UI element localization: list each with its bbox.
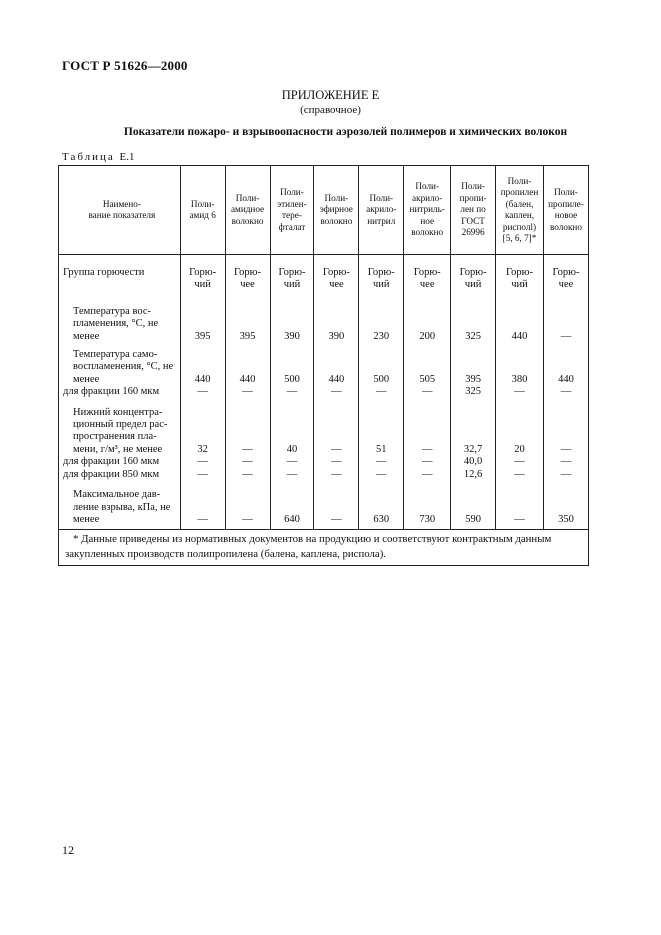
header-line: волокно bbox=[231, 215, 264, 226]
page-number: 12 bbox=[62, 843, 74, 857]
header-line: [5, 6, 7]* bbox=[502, 233, 537, 243]
label-line: ление взрыва, кПа, не bbox=[73, 501, 171, 513]
cell-value: — bbox=[404, 456, 451, 468]
header-line: этилен- bbox=[277, 198, 307, 209]
cell-value: 40,0 bbox=[451, 456, 496, 468]
table-row-lower-limit-850 bbox=[59, 469, 589, 481]
header-line: нитрил bbox=[367, 215, 396, 226]
cell-value bbox=[404, 267, 451, 292]
table-row-max-pressure bbox=[59, 481, 589, 526]
cell-value bbox=[496, 267, 544, 292]
cell-value: 32,7 bbox=[451, 399, 496, 457]
cell-value: 440 bbox=[225, 343, 270, 386]
table-label-number: Е.1 bbox=[119, 151, 135, 163]
col-header-polyamide6 bbox=[180, 166, 225, 255]
cell-line: Горю- bbox=[278, 267, 306, 278]
cell-value: 325 bbox=[451, 292, 496, 343]
data-table bbox=[58, 165, 589, 566]
cell-line: Горю- bbox=[506, 267, 533, 278]
table-row-autoignition bbox=[59, 343, 589, 386]
table-footnote-row bbox=[59, 530, 589, 566]
label-line: Максимальное дав- bbox=[73, 489, 161, 501]
cell-value: 395 bbox=[180, 292, 225, 343]
header-line: каплен, bbox=[504, 210, 535, 220]
header-line: вание показателя bbox=[88, 210, 156, 220]
header-line: пропи- bbox=[459, 192, 487, 203]
cell-value: — bbox=[404, 399, 451, 457]
label-line: Температура само- bbox=[73, 349, 158, 361]
cell-value: 505 bbox=[404, 343, 451, 386]
cell-value: — bbox=[270, 456, 314, 468]
col-header-polyamide-fiber bbox=[225, 166, 270, 255]
footnote-line: * Данные приведены из нормативных документов на продукцию и соответствуют контрактным данным bbox=[73, 533, 552, 546]
cell-line: чий bbox=[283, 279, 301, 291]
header-line: тере- bbox=[282, 210, 302, 220]
cell-line: Горю- bbox=[367, 267, 395, 278]
cell-line: Горю- bbox=[552, 267, 580, 278]
label-line: Нижний концентра- bbox=[73, 406, 163, 418]
cell-value: — bbox=[180, 386, 225, 398]
table-label-word: Таблица bbox=[62, 151, 115, 163]
cell-value: — bbox=[225, 469, 270, 481]
section-heading: Показатели пожаро- и взрывоопасности аэрозолей полимеров и химических волокон bbox=[123, 126, 568, 138]
cell-value bbox=[270, 267, 314, 292]
cell-value: 590 bbox=[451, 481, 496, 526]
header-line: Поли- bbox=[369, 192, 394, 203]
cell-value: 230 bbox=[359, 292, 404, 343]
label-line: менее bbox=[73, 330, 100, 342]
cell-value: — bbox=[225, 456, 270, 468]
document-code: ГОСТ Р 51626—2000 bbox=[62, 58, 188, 73]
cell-value: 395 bbox=[451, 343, 496, 386]
cell-line: чее bbox=[329, 279, 344, 291]
cell-value: — bbox=[314, 456, 359, 468]
cell-value: — bbox=[225, 399, 270, 457]
cell-value: — bbox=[225, 386, 270, 398]
cell-line: Горю- bbox=[413, 267, 441, 278]
cell-value: — bbox=[314, 399, 359, 457]
table-row-flammability-group bbox=[59, 267, 589, 292]
cell-line: Горю- bbox=[234, 267, 262, 278]
footnote-line: закупленных производств полипропилена (балена, каплена, рисполa). bbox=[65, 548, 386, 561]
cell-line: чее bbox=[558, 279, 574, 291]
col-header-polypropylene-balen bbox=[496, 166, 544, 255]
table-header-row bbox=[59, 166, 589, 255]
header-line: Поли- bbox=[554, 187, 578, 197]
cell-line: Горю- bbox=[322, 267, 350, 278]
header-line: акрило- bbox=[366, 204, 397, 215]
header-line: фталат bbox=[278, 221, 306, 232]
cell-value: 440 bbox=[314, 343, 359, 386]
col-header-polyacrylonitrile-fiber bbox=[404, 166, 451, 255]
row-label bbox=[59, 292, 181, 343]
header-line: эфирное bbox=[319, 204, 353, 215]
cell-value bbox=[180, 267, 225, 292]
appendix-title: ПРИЛОЖЕНИЕ Е bbox=[281, 88, 380, 102]
cell-value: 395 bbox=[225, 292, 270, 343]
cell-value: — bbox=[180, 456, 225, 468]
table-row-flash-point bbox=[59, 292, 589, 343]
header-line: ное bbox=[420, 215, 435, 226]
cell-value: — bbox=[314, 469, 359, 481]
cell-value: — bbox=[314, 386, 359, 398]
cell-value: 630 bbox=[359, 481, 404, 526]
cell-value: — bbox=[270, 386, 314, 398]
cell-value: 500 bbox=[359, 343, 404, 386]
cell-value: — bbox=[543, 399, 588, 457]
appendix-heading bbox=[0, 88, 661, 118]
cell-value: 500 bbox=[270, 343, 314, 386]
header-line: Поли- bbox=[190, 198, 215, 209]
row-label: Группа горючести bbox=[59, 267, 181, 292]
col-header-pet bbox=[270, 166, 314, 255]
cell-value: 200 bbox=[404, 292, 451, 343]
table-label bbox=[62, 151, 135, 163]
header-line: волокно bbox=[411, 227, 444, 238]
cell-value: 640 bbox=[270, 481, 314, 526]
header-line: Поли- bbox=[235, 192, 260, 203]
cell-value: 40 bbox=[270, 399, 314, 457]
header-line: Поли- bbox=[415, 181, 440, 192]
table-row-lower-limit bbox=[59, 399, 589, 457]
cell-value bbox=[225, 267, 270, 292]
table-row-lower-limit-160 bbox=[59, 456, 589, 468]
header-line: Поли- bbox=[280, 187, 304, 197]
col-header-polypropylene-gost bbox=[451, 166, 496, 255]
cell-value: — bbox=[543, 456, 588, 468]
label-line: воспламенения, °С, не bbox=[73, 361, 174, 373]
header-line: волокно bbox=[320, 215, 353, 226]
col-header-name bbox=[59, 166, 181, 255]
cell-value: 12,6 bbox=[451, 469, 496, 481]
cell-value: — bbox=[496, 456, 544, 468]
table-footnote bbox=[59, 530, 589, 566]
header-line: Поли- bbox=[461, 181, 485, 192]
cell-value: — bbox=[543, 469, 588, 481]
cell-value bbox=[359, 267, 404, 292]
cell-value: — bbox=[359, 469, 404, 481]
appendix-subtitle: (справочное) bbox=[300, 104, 361, 116]
cell-line: чее bbox=[419, 279, 435, 291]
cell-value: — bbox=[496, 481, 544, 526]
cell-line: чий bbox=[511, 279, 528, 291]
header-line: амидное bbox=[230, 204, 265, 215]
cell-value: 390 bbox=[314, 292, 359, 343]
header-line: волокно bbox=[550, 221, 582, 232]
row-label bbox=[59, 399, 181, 457]
label-line: пространения пла- bbox=[73, 431, 157, 443]
col-header-polyester-fiber bbox=[314, 166, 359, 255]
cell-line: чее bbox=[240, 279, 255, 291]
cell-value bbox=[543, 267, 588, 292]
cell-value bbox=[314, 267, 359, 292]
cell-value: — bbox=[496, 469, 544, 481]
header-line: пропилен bbox=[500, 187, 539, 197]
cell-value: — bbox=[359, 456, 404, 468]
label-line: пламенения, °С, не bbox=[73, 318, 159, 330]
header-line: амид 6 bbox=[189, 210, 216, 220]
spacer-row bbox=[59, 255, 589, 268]
cell-value bbox=[451, 267, 496, 292]
header-line: пропиле- bbox=[548, 198, 584, 209]
cell-value: — bbox=[404, 469, 451, 481]
header-line: Поли- bbox=[507, 175, 532, 186]
cell-value: — bbox=[225, 481, 270, 526]
cell-value: 730 bbox=[404, 481, 451, 526]
cell-value: 440 bbox=[180, 343, 225, 386]
cell-line: чий bbox=[373, 279, 390, 291]
cell-value: — bbox=[180, 469, 225, 481]
cell-value: — bbox=[543, 386, 588, 398]
header-line: Поли- bbox=[324, 192, 349, 203]
cell-value: 350 bbox=[543, 481, 588, 526]
header-line: лен по bbox=[460, 204, 486, 215]
label-line: менее bbox=[73, 373, 100, 385]
cell-value: 440 bbox=[496, 292, 544, 343]
label-line: мени, г/м³, не менее bbox=[73, 443, 163, 455]
cell-value: — bbox=[543, 292, 588, 343]
label-line: Температура вос- bbox=[73, 305, 152, 317]
cell-line: Горю- bbox=[459, 267, 487, 278]
cell-value: 325 bbox=[451, 386, 496, 398]
label-line: ционный предел рас- bbox=[73, 419, 168, 431]
header-line: акрило- bbox=[412, 192, 443, 203]
header-line: новое bbox=[554, 210, 578, 220]
header-line: ГОСТ bbox=[461, 215, 485, 226]
cell-value: 32 bbox=[180, 399, 225, 457]
cell-value: — bbox=[270, 469, 314, 481]
cell-value: — bbox=[314, 481, 359, 526]
header-line: 26996 bbox=[461, 227, 485, 238]
header-line: нитриль- bbox=[409, 204, 445, 215]
label-line: менее bbox=[73, 513, 100, 525]
cell-value: — bbox=[180, 481, 225, 526]
cell-line: Горю- bbox=[189, 267, 217, 278]
cell-value: 440 bbox=[543, 343, 588, 386]
header-line: Наимено- bbox=[102, 198, 141, 209]
cell-value: — bbox=[404, 386, 451, 398]
cell-value: 390 bbox=[270, 292, 314, 343]
row-label: для фракции 850 мкм bbox=[59, 469, 181, 481]
row-label: для фракции 160 мкм bbox=[59, 386, 181, 398]
cell-value: — bbox=[359, 386, 404, 398]
table-row-autoignition-160 bbox=[59, 386, 589, 398]
cell-value: 380 bbox=[496, 343, 544, 386]
row-label bbox=[59, 481, 181, 526]
col-header-polyacrylonitrile bbox=[359, 166, 404, 255]
header-line: (бален, bbox=[505, 198, 534, 209]
col-header-polypropylene-fiber bbox=[543, 166, 588, 255]
row-label bbox=[59, 343, 181, 386]
cell-line: чий bbox=[464, 279, 482, 291]
cell-value: 51 bbox=[359, 399, 404, 457]
header-line: рисполl) bbox=[502, 221, 537, 232]
row-label: для фракции 160 мкм bbox=[59, 456, 181, 468]
cell-value: 20 bbox=[496, 399, 544, 457]
cell-value: — bbox=[496, 386, 544, 398]
cell-line: чий bbox=[194, 279, 211, 291]
